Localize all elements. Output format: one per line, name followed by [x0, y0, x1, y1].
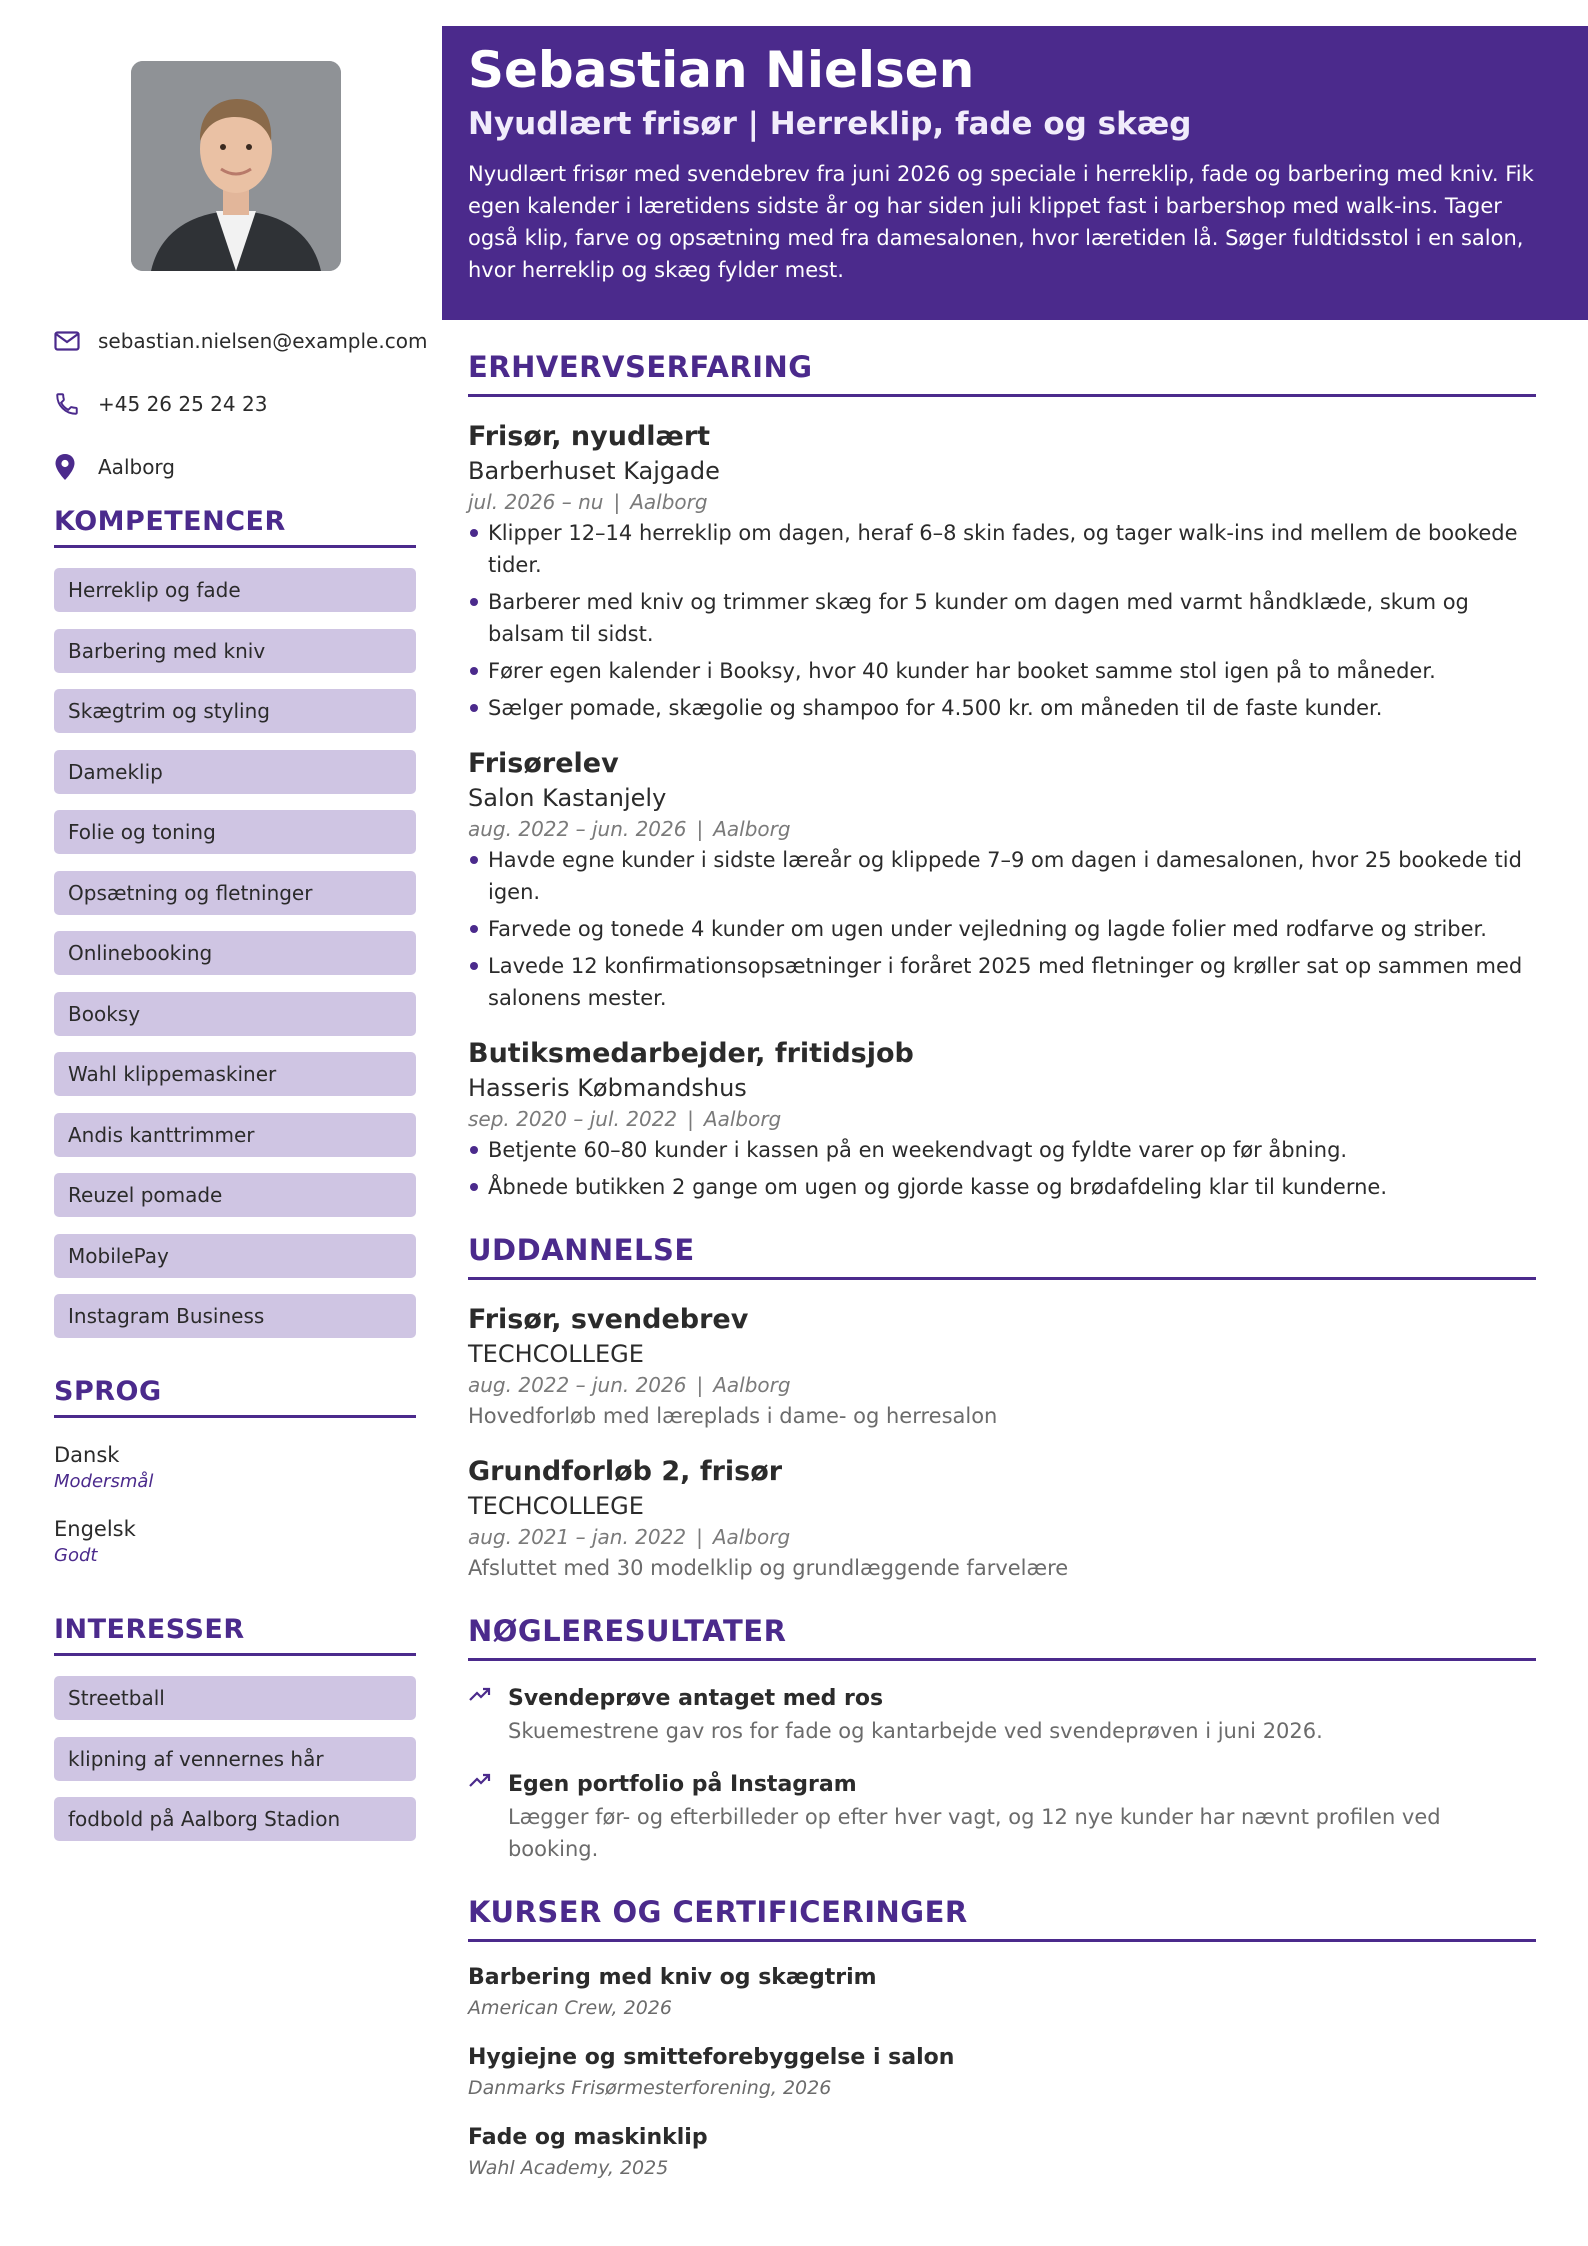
- interests-section: [54, 1614, 416, 1858]
- candidate-name: Sebastian Nielsen: [468, 41, 975, 99]
- education-school: TECHCOLLEGE: [468, 1492, 644, 1520]
- skill-chip: Opsætning og fletninger: [54, 871, 416, 915]
- job-bullet: Klipper 12–14 herreklip om dagen, heraf 6–8 skin fades, og tager walk-ins ind mellem de bookede tider.: [468, 517, 1536, 581]
- candidate-title: Nyudlært frisør | Herreklip, fade og skæg: [468, 106, 1192, 142]
- main-content: [468, 350, 1536, 2212]
- job-bullet: Farvede og tonede 4 kunder om ugen under vejledning og lagde folier med rodfarve og striber.: [468, 913, 1536, 945]
- job-meta: [468, 487, 1536, 517]
- job-bullets: [468, 1134, 1536, 1203]
- achievements-heading: NØGLERESULTATER: [468, 1614, 1536, 1661]
- education-place: Aalborg: [712, 1525, 791, 1549]
- achievement-title: Svendeprøve antaget med ros: [508, 1686, 884, 1711]
- job-entry: [468, 746, 1536, 1014]
- education-heading: UDDANNELSE: [468, 1233, 1536, 1280]
- education-description: Afsluttet med 30 modelklip og grundlæggende farvelære: [468, 1556, 1069, 1580]
- job-title: Butiksmedarbejder, fritidsjob: [468, 1038, 914, 1069]
- achievement-description: Skuemestrene gav ros for fade og kantarbejde ved svendeprøven i juni 2026.: [508, 1719, 1323, 1743]
- education-description: Hovedforløb med læreplads i dame- og herresalon: [468, 1404, 998, 1428]
- course-title: Hygiejne og smitteforebyggelse i salon: [468, 2045, 955, 2070]
- contact-phone[interactable]: [54, 372, 434, 435]
- contact-list: [54, 309, 434, 498]
- skill-chip: Barbering med kniv: [54, 629, 416, 673]
- interest-chip: fodbold på Aalborg Stadion: [54, 1797, 416, 1841]
- skills-list: [54, 568, 416, 1338]
- skills-section: [54, 506, 416, 1355]
- job-company: Hasseris Købmandshus: [468, 1074, 747, 1102]
- courses-section: [468, 1895, 1536, 2182]
- interest-chip: Streetball: [54, 1676, 416, 1720]
- job-place: Aalborg: [703, 1107, 782, 1131]
- education-list: [468, 1302, 1536, 1584]
- meta-separator: |: [696, 817, 704, 841]
- education-section: [468, 1233, 1536, 1584]
- header-banner: [442, 26, 1588, 320]
- achievements-section: [468, 1614, 1536, 1865]
- job-dates: sep. 2020 – jul. 2022: [468, 1107, 678, 1131]
- language-level: Godt: [54, 1545, 98, 1566]
- languages-section: [54, 1376, 416, 1588]
- education-dates: aug. 2021 – jan. 2022: [468, 1525, 687, 1549]
- phone-icon: [54, 391, 98, 417]
- course-meta: Wahl Academy, 2025: [468, 2157, 669, 2179]
- education-entry: [468, 1454, 1536, 1584]
- job-company: Salon Kastanjely: [468, 784, 667, 812]
- course-title: Barbering med kniv og skægtrim: [468, 1965, 877, 1990]
- languages-heading: SPROG: [54, 1376, 416, 1418]
- course-entry: [468, 2122, 1536, 2182]
- job-place: Aalborg: [630, 490, 708, 514]
- skill-chip: MobilePay: [54, 1234, 416, 1278]
- experience-list: [468, 419, 1536, 1203]
- job-bullet: Sælger pomade, skægolie og shampoo for 4.500 kr. om måneden til de faste kunder.: [468, 692, 1536, 724]
- education-dates: aug. 2022 – jun. 2026: [468, 1373, 687, 1397]
- language-name: Engelsk: [54, 1517, 136, 1541]
- job-title: Frisørelev: [468, 748, 619, 779]
- meta-separator: |: [696, 1525, 703, 1549]
- skill-chip: Herreklip og fade: [54, 568, 416, 612]
- profile-summary: Nyudlært frisør med svendebrev fra juni 2026 og speciale i herreklip, fade og barbering med kniv. Fik egen kalender i læretidens sidste år og har siden juli klippet fast i barbershop med walk-ins. Tager også klip, farve og opsætning med fra damesalonen, hvor læretiden lå. Søger fuldtidsstol i en salon, hvor herreklip og skæg fylder mest.: [468, 162, 1534, 282]
- education-school: TECHCOLLEGE: [468, 1340, 644, 1368]
- job-meta: [468, 814, 1536, 844]
- interests-heading: INTERESSER: [54, 1614, 416, 1656]
- email-text: sebastian.nielsen@example.com: [98, 328, 428, 353]
- job-entry: [468, 1036, 1536, 1203]
- course-entry: [468, 2042, 1536, 2102]
- course-title: Fade og maskinklip: [468, 2125, 708, 2150]
- language-level: Modersmål: [54, 1471, 154, 1492]
- course-meta: American Crew, 2026: [468, 1997, 672, 2019]
- job-bullets: [468, 844, 1536, 1014]
- experience-heading: ERHVERVSERFARING: [468, 350, 1536, 397]
- courses-heading: KURSER OG CERTIFICERINGER: [468, 1895, 1536, 1942]
- meta-separator: |: [687, 1107, 694, 1131]
- trending-up-icon: [468, 1683, 508, 1747]
- contact-email[interactable]: [54, 309, 434, 372]
- skill-chip: Booksy: [54, 992, 416, 1036]
- course-entry: [468, 1962, 1536, 2022]
- courses-list: [468, 1962, 1536, 2182]
- job-dates: aug. 2022 – jun. 2026: [468, 817, 687, 841]
- education-entry: [468, 1302, 1536, 1432]
- achievement-item: [468, 1683, 1536, 1747]
- phone-text: +45 26 25 24 23: [98, 391, 268, 416]
- job-place: Aalborg: [713, 817, 791, 841]
- meta-separator: |: [696, 1373, 704, 1397]
- job-title: Frisør, nyudlært: [468, 421, 711, 452]
- job-bullet: Lavede 12 konfirmationsopsætninger i foråret 2025 med fletninger og krøller sat op sammen med salonens mester.: [468, 950, 1536, 1014]
- trending-up-icon: [468, 1769, 508, 1865]
- skill-chip: Reuzel pomade: [54, 1173, 416, 1217]
- achievement-title: Egen portfolio på Instagram: [507, 1772, 857, 1797]
- achievement-item: [468, 1769, 1536, 1865]
- skill-chip: Wahl klippemaskiner: [54, 1052, 416, 1096]
- language-name: Dansk: [54, 1443, 120, 1467]
- interests-list: [54, 1676, 416, 1841]
- mail-icon: [54, 331, 98, 351]
- achievement-description: Lægger før- og efterbilleder op efter hver vagt, og 12 nye kunder har nævnt profilen ved booking.: [507, 1805, 1441, 1861]
- education-title: Frisør, svendebrev: [468, 1304, 749, 1335]
- job-meta: [468, 1104, 1536, 1134]
- job-entry: [468, 419, 1536, 724]
- course-meta: Danmarks Frisørmesterforening, 2026: [468, 2077, 832, 2099]
- education-meta: [468, 1370, 1536, 1400]
- profile-photo: [131, 61, 341, 271]
- achievements-list: [468, 1683, 1536, 1865]
- skill-chip: Dameklip: [54, 750, 416, 794]
- job-dates: jul. 2026 – nu: [468, 490, 604, 514]
- achievement-text: [508, 1769, 1536, 1865]
- skill-chip: Folie og toning: [54, 810, 416, 854]
- education-place: Aalborg: [713, 1373, 791, 1397]
- achievement-text: [508, 1683, 1323, 1747]
- meta-separator: |: [613, 490, 621, 514]
- job-bullet: Åbnede butikken 2 gange om ugen og gjorde kasse og brødafdeling klar til kunderne.: [468, 1171, 1536, 1203]
- interest-chip: klipning af vennernes hår: [54, 1737, 416, 1781]
- job-bullet: Fører egen kalender i Booksy, hvor 40 kunder har booket samme stol igen på to måneder.: [468, 655, 1536, 687]
- experience-section: [468, 350, 1536, 1203]
- job-company: Barberhuset Kajgade: [468, 457, 720, 485]
- contact-location: [54, 435, 434, 498]
- job-bullets: [468, 517, 1536, 724]
- map-pin-icon: [54, 453, 98, 481]
- education-meta: [468, 1522, 1536, 1552]
- skill-chip: Instagram Business: [54, 1294, 416, 1338]
- skill-chip: Andis kanttrimmer: [54, 1113, 416, 1157]
- skill-chip: Skægtrim og styling: [54, 689, 416, 733]
- education-title: Grundforløb 2, frisør: [468, 1456, 783, 1487]
- job-bullet: Barberer med kniv og trimmer skæg for 5 kunder om dagen med varmt håndklæde, skum og balsam til sidst.: [468, 586, 1536, 650]
- job-bullet: Betjente 60–80 kunder i kassen på en weekendvagt og fyldte varer op før åbning.: [468, 1134, 1536, 1166]
- skills-heading: KOMPETENCER: [54, 506, 416, 548]
- skill-chip: Onlinebooking: [54, 931, 416, 975]
- location-text: Aalborg: [98, 454, 175, 479]
- languages-list: [54, 1440, 416, 1568]
- job-bullet: Havde egne kunder i sidste læreår og klippede 7–9 om dagen i damesalonen, hvor 25 bookede tid igen.: [468, 844, 1536, 908]
